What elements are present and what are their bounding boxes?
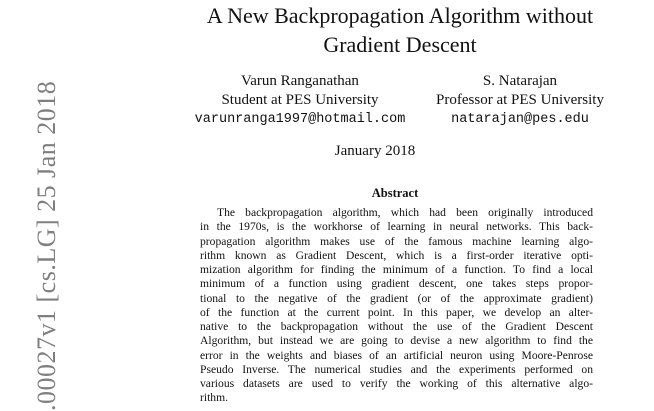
author-email: natarajan@pes.edu [451,112,589,127]
author-email: varunranga1997@hotmail.com [194,112,406,127]
arxiv-identifier-stamp: .00027v1 [cs.LG] 25 Jan 2018 [32,80,61,411]
abstract-line: The backpropagation algorithm, which had been originally introduced [217,206,593,219]
abstract-line: in the 1970s, is the workhorse of learning in neural networks. This back- [200,220,593,234]
abstract-line: Algorithm, but instead we are going to devise a new algorithm to find the [200,334,593,348]
author-name: S. Natarajan [482,73,558,89]
author-affiliation: Professor at PES University [436,92,604,108]
abstract-line: various datasets are used to verify the working of this alternative algo- [200,377,593,390]
author-affiliation: Student at PES University [221,92,379,108]
author-block-2 [405,72,635,129]
abstract-line: native to the backpropagation without the use of the Gradient Descent [200,320,593,333]
abstract-line: tional to the negative of the gradient (or of the approximate gradient) [200,291,593,305]
author-name: Varun Ranganathan [241,73,359,89]
publication-date: January 2018 [334,143,416,159]
author-block-1 [175,72,425,129]
abstract-line: rithm known as Gradient Descent, which is a first-order iterative opti- [200,248,593,262]
paper-title-line-1: A New Backpropagation Algorithm without [206,3,594,28]
abstract-line: propagation algorithm makes use of the famous machine learning algo- [200,234,593,248]
abstract-line: Pseudo Inverse. The numerical studies and the experiments performed on [200,362,593,376]
paper-title [120,1,654,59]
abstract-body [200,206,593,406]
abstract-line: rithm. [200,391,229,405]
abstract-line: error in the weights and biases of an artificial neuron using Moore-Penrose [200,348,593,362]
abstract-line: minimum of a function using gradient descent, one takes steps propor- [200,277,593,291]
paper-title-line-2: Gradient Descent [323,32,477,57]
abstract-line: mization algorithm for finding the minimum of a function. To find a local [200,263,593,276]
abstract-heading: Abstract [371,186,419,200]
abstract-line: of the function at the current point. In this paper, we develop an alter- [200,305,593,319]
